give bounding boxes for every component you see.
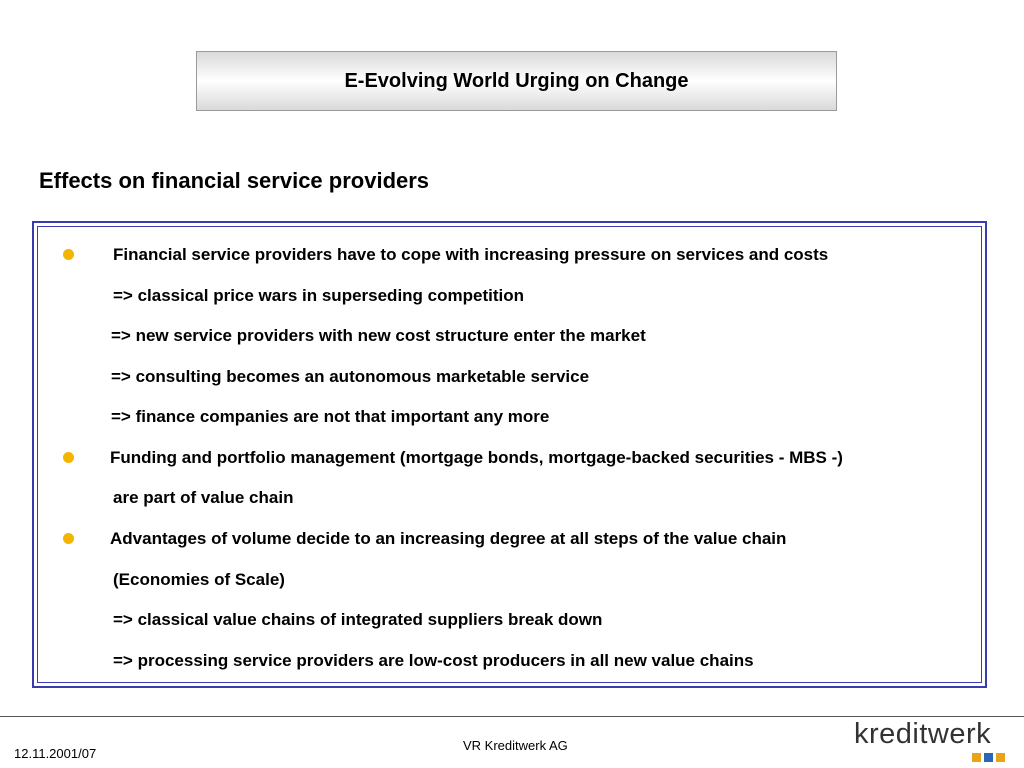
slide-title: E-Evolving World Urging on Change: [344, 69, 689, 92]
content-line: => processing service providers are low-cost producers in all new value chains: [113, 651, 754, 670]
kreditwerk-logo: kreditwerk: [854, 718, 992, 750]
content-line: Financial service providers have to cope with increasing pressure on services and costs: [113, 245, 829, 264]
content-line: => classical price wars in superseding competition: [113, 286, 524, 305]
logo-squares-icon: [972, 753, 1005, 762]
content-line: Advantages of volume decide to an increasing degree at all steps of the value chain: [110, 529, 787, 548]
footer-divider: [0, 716, 1024, 717]
footer-company: VR Kreditwerk AG: [463, 738, 568, 753]
content-line: => consulting becomes an autonomous marketable service: [111, 367, 590, 386]
content-line: are part of value chain: [113, 488, 294, 507]
content-line: => new service providers with new cost structure enter the market: [111, 326, 646, 345]
bullet-icon: [63, 533, 74, 544]
slide-subtitle: Effects on financial service providers: [39, 168, 430, 193]
content-line: => finance companies are not that important any more: [111, 407, 550, 426]
title-box: [196, 51, 837, 111]
footer-date: 12.11.2001/07: [14, 746, 97, 761]
logo-square-blue-icon: [984, 753, 993, 762]
content-line: => classical value chains of integrated suppliers break down: [113, 610, 603, 629]
logo-square-orange-icon: [996, 753, 1005, 762]
content-line: (Economies of Scale): [113, 570, 285, 589]
bullet-icon: [63, 452, 74, 463]
content-line: Funding and portfolio management (mortgage bonds, mortgage-backed securities - MBS -): [110, 448, 843, 467]
logo-square-orange-icon: [972, 753, 981, 762]
bullet-icon: [63, 249, 74, 260]
